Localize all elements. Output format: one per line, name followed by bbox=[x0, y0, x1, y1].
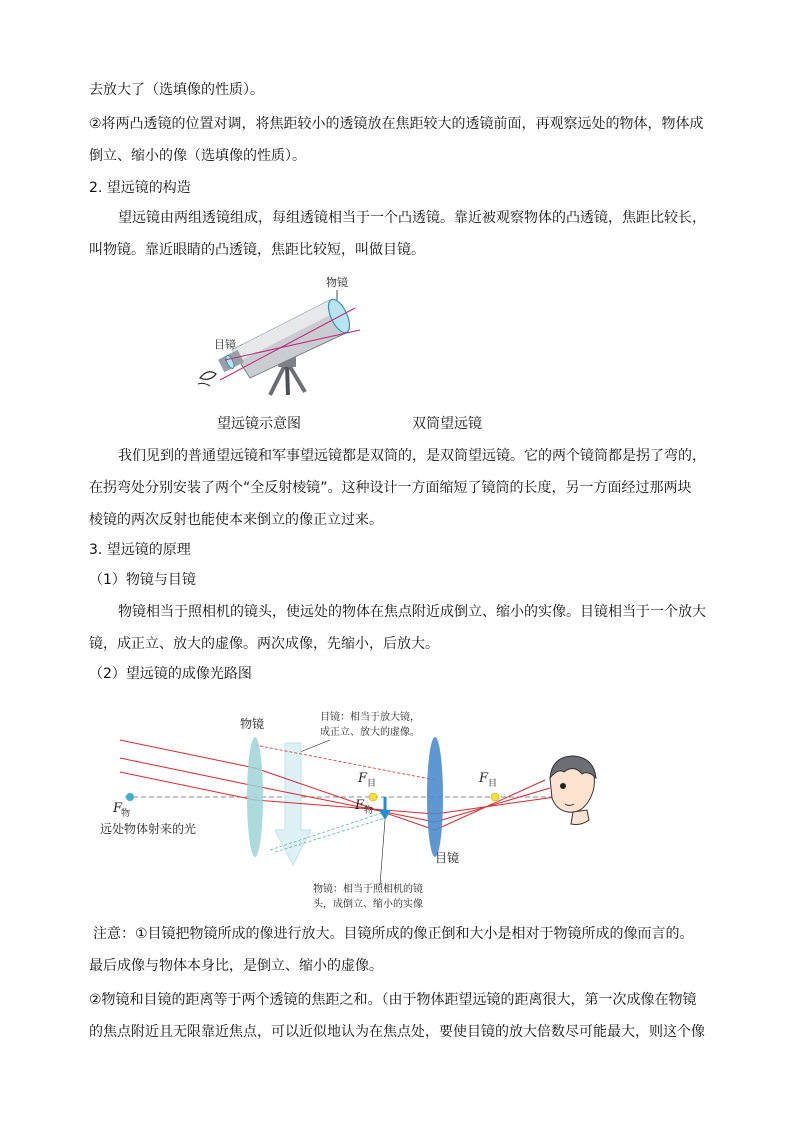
tripod-leg bbox=[270, 365, 285, 395]
observer-face-icon bbox=[550, 756, 596, 825]
paragraph-text: 在拐弯处分别安装了两个“全反射棱镜”。这种设计一方面缩短了镜筒的长度，另一方面经过那两块 bbox=[89, 480, 692, 496]
paragraph-text: 去放大了（选填像的性质）。 bbox=[89, 82, 264, 98]
optical-path-diagram bbox=[95, 700, 615, 915]
paragraph-text: ②物镜和目镜的距离等于两个透镜的焦距之和。（由于物体距望远镜的距离很大，第一次成像在物镜 bbox=[89, 992, 697, 1008]
focal-label: F bbox=[355, 798, 365, 813]
eye-icon-lash bbox=[198, 383, 210, 386]
telescope-illustration bbox=[190, 270, 390, 400]
focal-point-objective-left bbox=[126, 793, 134, 801]
light-ray bbox=[120, 740, 255, 768]
figure-caption: 望远镜示意图 bbox=[217, 416, 301, 432]
focal-point-eyepiece-left bbox=[369, 793, 377, 801]
focal-label: F bbox=[113, 801, 123, 816]
focal-point-eyepiece-right bbox=[491, 793, 499, 801]
focal-label-subscript: 物 bbox=[364, 806, 374, 816]
light-ray bbox=[255, 768, 435, 830]
paragraph-text: 最后成像与物体本身比，是倒立、缩小的虚像。 bbox=[89, 958, 383, 974]
paragraph-text: 棱镜的两次反射也能使本来倒立的像正立过来。 bbox=[89, 512, 383, 528]
light-ray bbox=[120, 758, 255, 786]
paragraph-text: 物镜相当于照相机的镜头，使远处的物体在焦点附近成倒立、缩小的实像。目镜相当于一个放大 bbox=[118, 604, 706, 620]
far-light-label: 远处物体射来的光 bbox=[100, 822, 197, 836]
eyepiece-label: 目镜 bbox=[214, 338, 236, 351]
note-pointer bbox=[300, 740, 330, 752]
figure-caption: 双筒望远镜 bbox=[412, 416, 482, 432]
objective-lens bbox=[247, 737, 263, 857]
paragraph-text: 的焦点附近且无限靠近焦点，可以近似地认为在焦点处，要使目镜的放大倍数尽可能最大，则这个像 bbox=[89, 1024, 705, 1040]
paragraph-text: 望远镜由两组透镜组成，每组透镜相当于一个凸透镜。靠近被观察物体的凸透镜，焦距比较长， bbox=[118, 210, 706, 226]
note-pointer bbox=[380, 820, 385, 885]
eyepiece-note: 成正立、放大的虚像。 bbox=[320, 727, 420, 738]
focal-label-subscript: 目 bbox=[488, 779, 498, 789]
objective-label: 物镜 bbox=[326, 276, 348, 289]
paragraph-text: ②将两凸透镜的位置对调，将焦距较小的透镜放在焦距较大的透镜前面，再观察远处的物体，物体成 bbox=[89, 116, 704, 132]
eye-icon bbox=[200, 372, 216, 380]
subsection-heading: （1）物镜与目镜 bbox=[89, 572, 196, 588]
paragraph-text: 倒立、缩小的像（选填像的性质）。 bbox=[89, 148, 306, 164]
paragraph-text: 我们见到的普通望远镜和军事望远镜都是双筒的，是双筒望远镜。它的两个镜筒都是拐了弯的， bbox=[118, 448, 706, 464]
subsection-heading: （2）望远镜的成像光路图 bbox=[89, 666, 252, 682]
virtual-ray bbox=[255, 745, 435, 780]
focal-label-subscript: 目 bbox=[367, 779, 377, 789]
focal-label: F bbox=[479, 771, 489, 786]
objective-label: 物镜 bbox=[240, 717, 265, 731]
eyepiece-label: 目镜 bbox=[435, 851, 460, 865]
section-heading: 3. 望远镜的原理 bbox=[89, 542, 191, 558]
paragraph-text: 镜，成正立、放大的虚像。两次成像，先缩小，后放大。 bbox=[89, 636, 439, 652]
light-ray bbox=[435, 788, 550, 822]
eyepiece-lens bbox=[427, 737, 443, 857]
eyepiece-note: 目镜：相当于放大镜， bbox=[320, 712, 420, 723]
section-heading: 2. 望远镜的构造 bbox=[89, 180, 191, 196]
light-ray bbox=[255, 786, 435, 822]
focal-label: F bbox=[358, 771, 368, 786]
light-ray bbox=[120, 772, 255, 800]
objective-note: 头，成倒立、缩小的实像 bbox=[313, 899, 423, 910]
tripod-leg bbox=[287, 365, 288, 395]
objective-note: 物镜：相当于照相机的镜 bbox=[313, 884, 423, 895]
tripod-leg bbox=[289, 365, 305, 392]
focal-label-subscript: 物 bbox=[121, 809, 131, 819]
paragraph-text: 叫物镜。靠近眼睛的凸透镜，焦距比较短，叫做目镜。 bbox=[89, 242, 425, 258]
small-image-arrowhead bbox=[379, 810, 391, 820]
light-ray bbox=[255, 800, 435, 814]
paragraph-text: 注意：①目镜把物镜所成的像进行放大。目镜所成的像正倒和大小是相对于物镜所成的像而言的。 bbox=[93, 926, 694, 942]
